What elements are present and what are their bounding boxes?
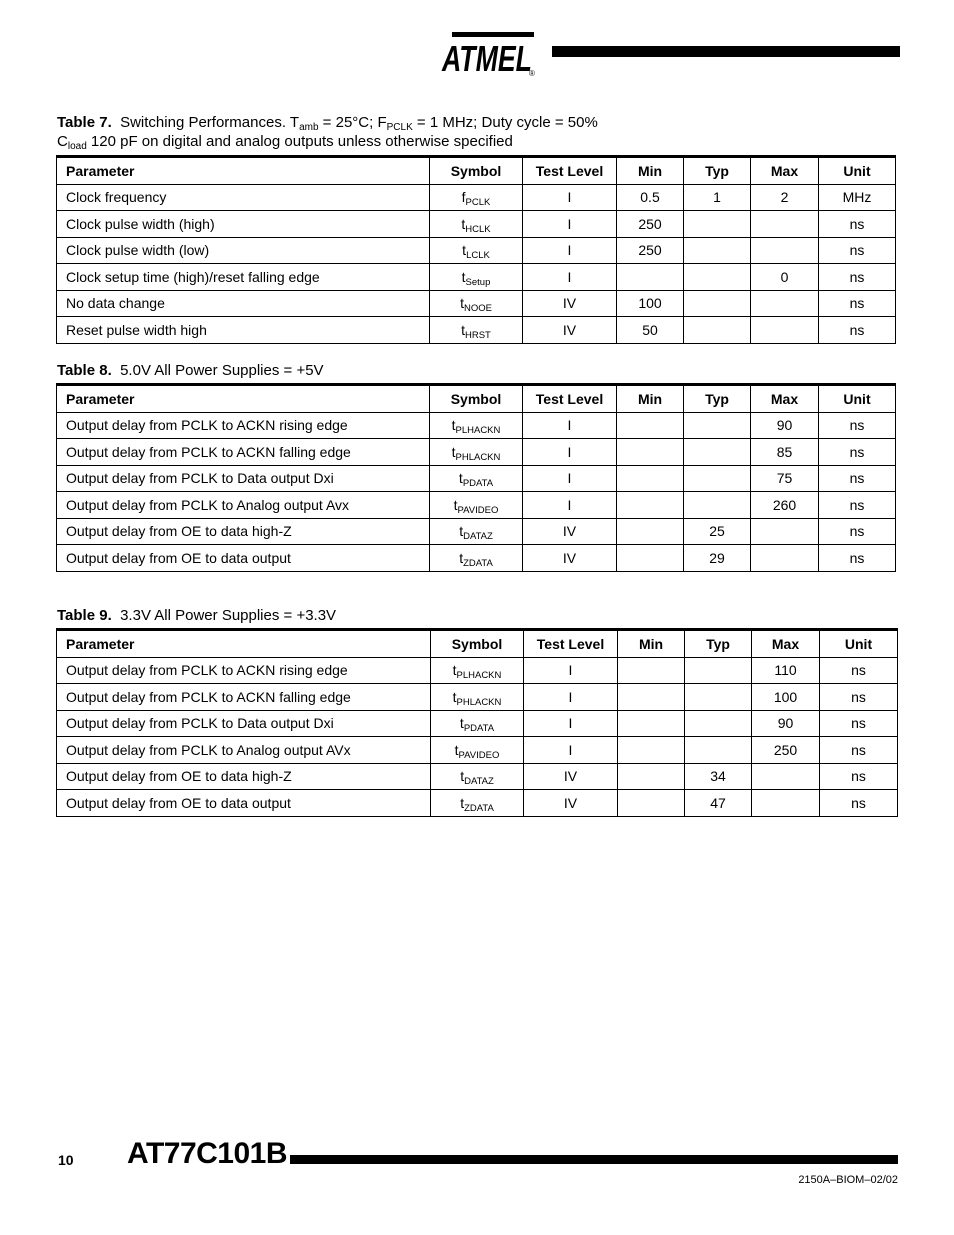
typ-cell: [684, 465, 751, 492]
symbol-subscript: PAVIDEO: [458, 749, 500, 761]
min-cell: [617, 492, 684, 519]
min-cell: 250: [617, 237, 684, 264]
footer-rule: [290, 1155, 898, 1164]
table-row: [57, 317, 896, 344]
symbol-cell: [430, 545, 523, 572]
symbol-subscript: PDATA: [463, 723, 495, 735]
column-header-symbol: Symbol: [430, 157, 523, 185]
typ-cell: 1: [684, 184, 751, 211]
symbol-subscript: PDATA: [462, 478, 494, 490]
column-header-unit: Unit: [820, 630, 898, 658]
symbol-letter: t: [461, 321, 465, 338]
unit-cell: ns: [820, 684, 898, 711]
symbol-cell: [430, 237, 523, 264]
parameter-cell: Output delay from OE to data output: [57, 545, 430, 572]
max-cell: [751, 237, 819, 264]
test-level-cell: IV: [524, 763, 618, 790]
table-row: [57, 657, 898, 684]
symbol-cell: [430, 492, 523, 519]
parameter-cell: Output delay from PCLK to ACKN rising edge: [57, 657, 431, 684]
unit-cell: ns: [819, 545, 896, 572]
table-label: Table 7.: [57, 114, 112, 131]
table-row: [57, 412, 896, 439]
parameter-cell: Output delay from PCLK to Data output Dxi: [57, 465, 430, 492]
table-row: [57, 737, 898, 764]
column-header-symbol: Symbol: [430, 385, 523, 413]
footer-title: AT77C101B: [127, 1137, 288, 1170]
typ-cell: [684, 211, 751, 238]
svg-text:ATMEL: ATMEL: [441, 38, 532, 78]
caption-text: = 25°C; F: [318, 114, 387, 131]
typ-cell: [685, 657, 752, 684]
table-row: [57, 237, 896, 264]
min-cell: [617, 264, 684, 291]
symbol-cell: [430, 465, 523, 492]
min-cell: [617, 518, 684, 545]
symbol-letter: t: [459, 715, 464, 732]
min-cell: 100: [617, 290, 684, 317]
table-7-caption: [57, 113, 598, 151]
max-cell: 260: [751, 492, 819, 519]
table-row: [57, 518, 896, 545]
parameter-cell: Output delay from OE to data output: [57, 790, 431, 817]
symbol-letter: t: [451, 443, 456, 460]
column-header-parameter: Parameter: [57, 157, 430, 185]
table-row: [57, 492, 896, 519]
typ-cell: [684, 237, 751, 264]
test-level-cell: IV: [524, 790, 618, 817]
max-cell: [752, 790, 820, 817]
table-label: Table 8.: [57, 362, 112, 379]
max-cell: 250: [752, 737, 820, 764]
symbol-letter: t: [461, 268, 466, 285]
unit-cell: ns: [819, 211, 896, 238]
caption-text: 3.3V All Power Supplies = +3.3V: [120, 607, 337, 624]
symbol-subscript: DATAZ: [464, 776, 494, 788]
unit-cell: ns: [820, 657, 898, 684]
column-header-max: Max: [752, 630, 820, 658]
caption-text: C: [57, 133, 68, 150]
unit-cell: MHz: [819, 184, 896, 211]
symbol-letter: t: [460, 768, 465, 785]
table-label: Table 9.: [57, 607, 112, 624]
symbol-cell: [430, 412, 523, 439]
column-header-typ: Typ: [684, 157, 751, 185]
test-level-cell: I: [523, 264, 617, 291]
table-row: [57, 684, 898, 711]
parameter-cell: Clock pulse width (low): [57, 237, 430, 264]
symbol-subscript: PLHACKN: [456, 670, 502, 682]
symbol-subscript: HRST: [465, 329, 491, 341]
typ-cell: [685, 737, 752, 764]
symbol-letter: t: [460, 295, 464, 312]
min-cell: [618, 710, 685, 737]
table-row: [57, 710, 898, 737]
table-row: [57, 545, 896, 572]
test-level-cell: IV: [523, 518, 617, 545]
max-cell: [751, 317, 819, 344]
symbol-subscript: NOOE: [463, 303, 492, 315]
max-cell: 110: [752, 657, 820, 684]
min-cell: [618, 790, 685, 817]
atmel-logo: [440, 28, 540, 78]
typ-cell: [684, 492, 751, 519]
typ-cell: [684, 412, 751, 439]
unit-cell: ns: [820, 710, 898, 737]
unit-cell: ns: [819, 492, 896, 519]
column-header-min: Min: [617, 157, 684, 185]
symbol-cell: [430, 518, 523, 545]
table-header-row: [57, 385, 896, 413]
min-cell: 50: [617, 317, 684, 344]
table-8-caption: [57, 361, 324, 380]
parameter-cell: Output delay from PCLK to ACKN rising edge: [57, 412, 430, 439]
symbol-letter: t: [460, 794, 465, 811]
max-cell: 100: [752, 684, 820, 711]
table-row: [57, 465, 896, 492]
test-level-cell: IV: [523, 317, 617, 344]
symbol-letter: t: [452, 662, 457, 679]
max-cell: [751, 290, 819, 317]
symbol-cell: [431, 737, 524, 764]
column-header-typ: Typ: [685, 630, 752, 658]
test-level-cell: I: [523, 237, 617, 264]
unit-cell: ns: [819, 264, 896, 291]
unit-cell: ns: [819, 290, 896, 317]
typ-cell: [684, 317, 751, 344]
test-level-cell: I: [524, 657, 618, 684]
typ-cell: [684, 290, 751, 317]
symbol-subscript: ZDATA: [464, 802, 494, 814]
page-number: 10: [58, 1152, 74, 1168]
symbol-letter: t: [458, 470, 463, 487]
symbol-subscript: PAVIDEO: [457, 504, 499, 516]
caption-subscript: amb: [299, 122, 319, 133]
typ-cell: [684, 264, 751, 291]
min-cell: [618, 684, 685, 711]
caption-subscript: PCLK: [386, 122, 413, 133]
symbol-letter: t: [459, 523, 464, 540]
symbol-cell: [431, 684, 524, 711]
typ-cell: [685, 710, 752, 737]
column-header-unit: Unit: [819, 385, 896, 413]
max-cell: 0: [751, 264, 819, 291]
document-code: 2150A–BIOM–02/02: [798, 1174, 898, 1186]
header-rule: [552, 46, 900, 57]
symbol-cell: [430, 264, 523, 291]
symbol-letter: t: [452, 688, 457, 705]
max-cell: [751, 518, 819, 545]
min-cell: [617, 439, 684, 466]
symbol-letter: t: [454, 741, 459, 758]
symbol-letter: f: [461, 189, 466, 206]
parameter-cell: Reset pulse width high: [57, 317, 430, 344]
table-row: [57, 184, 896, 211]
max-cell: [752, 763, 820, 790]
symbol-letter: t: [459, 549, 464, 566]
typ-cell: [685, 684, 752, 711]
parameter-cell: Clock pulse width (high): [57, 211, 430, 238]
max-cell: [751, 545, 819, 572]
caption-text: 120 pF on digital and analog outputs unless otherwise specified: [86, 133, 513, 150]
column-header-parameter: Parameter: [57, 385, 430, 413]
unit-cell: ns: [819, 317, 896, 344]
symbol-cell: [430, 211, 523, 238]
symbol-subscript: PLHACKN: [455, 425, 501, 437]
test-level-cell: I: [523, 184, 617, 211]
typ-cell: 47: [685, 790, 752, 817]
symbol-subscript: PHLACKN: [455, 451, 501, 463]
symbol-cell: [431, 790, 524, 817]
min-cell: [617, 465, 684, 492]
max-cell: 90: [751, 412, 819, 439]
column-header-min: Min: [618, 630, 685, 658]
min-cell: [617, 412, 684, 439]
parameter-cell: No data change: [57, 290, 430, 317]
table-header-row: [57, 630, 898, 658]
unit-cell: ns: [819, 518, 896, 545]
test-level-cell: I: [524, 710, 618, 737]
min-cell: 0.5: [617, 184, 684, 211]
test-level-cell: I: [523, 211, 617, 238]
unit-cell: ns: [820, 737, 898, 764]
min-cell: [618, 657, 685, 684]
symbol-letter: t: [462, 242, 467, 259]
symbol-cell: [431, 763, 524, 790]
symbol-subscript: HCLK: [465, 223, 491, 235]
max-cell: 85: [751, 439, 819, 466]
symbol-cell: [430, 290, 523, 317]
column-header-test-level: Test Level: [524, 630, 618, 658]
parameter-cell: Output delay from PCLK to Data output Dxi: [57, 710, 431, 737]
column-header-max: Max: [751, 157, 819, 185]
symbol-subscript: ZDATA: [463, 557, 493, 569]
column-header-max: Max: [751, 385, 819, 413]
max-cell: 2: [751, 184, 819, 211]
symbol-letter: t: [451, 417, 456, 434]
unit-cell: ns: [819, 465, 896, 492]
table-row: [57, 763, 898, 790]
min-cell: [618, 737, 685, 764]
caption-subscript: load: [67, 141, 87, 152]
symbol-letter: t: [453, 496, 458, 513]
symbol-letter: t: [461, 215, 466, 232]
typ-cell: [684, 439, 751, 466]
min-cell: [618, 763, 685, 790]
parameter-cell: Output delay from PCLK to ACKN falling edge: [57, 439, 430, 466]
caption-text: 5.0V All Power Supplies = +5V: [120, 362, 324, 379]
symbol-subscript: LCLK: [466, 250, 490, 262]
svg-text:®: ®: [529, 69, 535, 78]
parameter-cell: Output delay from OE to data high-Z: [57, 763, 431, 790]
column-header-min: Min: [617, 385, 684, 413]
min-cell: [617, 545, 684, 572]
table-row: [57, 264, 896, 291]
symbol-subscript: DATAZ: [463, 531, 493, 543]
table-9-3v3-power-supplies: [56, 628, 898, 817]
test-level-cell: I: [523, 465, 617, 492]
column-header-parameter: Parameter: [57, 630, 431, 658]
symbol-cell: [430, 439, 523, 466]
test-level-cell: I: [524, 684, 618, 711]
parameter-cell: Output delay from PCLK to Analog output AVx: [57, 737, 431, 764]
table-9-caption: [57, 606, 336, 625]
column-header-unit: Unit: [819, 157, 896, 185]
unit-cell: ns: [819, 412, 896, 439]
max-cell: 90: [752, 710, 820, 737]
parameter-cell: Output delay from PCLK to ACKN falling edge: [57, 684, 431, 711]
column-header-symbol: Symbol: [431, 630, 524, 658]
symbol-cell: [431, 657, 524, 684]
caption-text: Switching Performances. T: [120, 114, 300, 131]
symbol-subscript: PCLK: [465, 197, 491, 209]
caption-text: = 1 MHz; Duty cycle = 50%: [412, 114, 598, 131]
test-level-cell: I: [523, 412, 617, 439]
table-row: [57, 439, 896, 466]
parameter-cell: Output delay from PCLK to Analog output Avx: [57, 492, 430, 519]
symbol-cell: [430, 317, 523, 344]
table-row: [57, 211, 896, 238]
table-row: [57, 290, 896, 317]
table-header-row: [57, 157, 896, 185]
max-cell: 75: [751, 465, 819, 492]
test-level-cell: IV: [523, 545, 617, 572]
test-level-cell: I: [523, 492, 617, 519]
symbol-subscript: PHLACKN: [456, 696, 502, 708]
min-cell: 250: [617, 211, 684, 238]
typ-cell: 34: [685, 763, 752, 790]
max-cell: [751, 211, 819, 238]
typ-cell: 29: [684, 545, 751, 572]
column-header-test-level: Test Level: [523, 385, 617, 413]
table-8-5v-power-supplies: [56, 383, 896, 572]
symbol-cell: [431, 710, 524, 737]
parameter-cell: Clock frequency: [57, 184, 430, 211]
table-row: [57, 790, 898, 817]
symbol-subscript: Setup: [465, 276, 491, 288]
test-level-cell: I: [523, 439, 617, 466]
test-level-cell: I: [524, 737, 618, 764]
unit-cell: ns: [820, 790, 898, 817]
test-level-cell: IV: [523, 290, 617, 317]
parameter-cell: Clock setup time (high)/reset falling edge: [57, 264, 430, 291]
column-header-typ: Typ: [684, 385, 751, 413]
table-7-switching-performances: [56, 155, 896, 344]
symbol-cell: [430, 184, 523, 211]
typ-cell: 25: [684, 518, 751, 545]
parameter-cell: Output delay from OE to data high-Z: [57, 518, 430, 545]
unit-cell: ns: [819, 439, 896, 466]
column-header-test-level: Test Level: [523, 157, 617, 185]
unit-cell: ns: [820, 763, 898, 790]
unit-cell: ns: [819, 237, 896, 264]
